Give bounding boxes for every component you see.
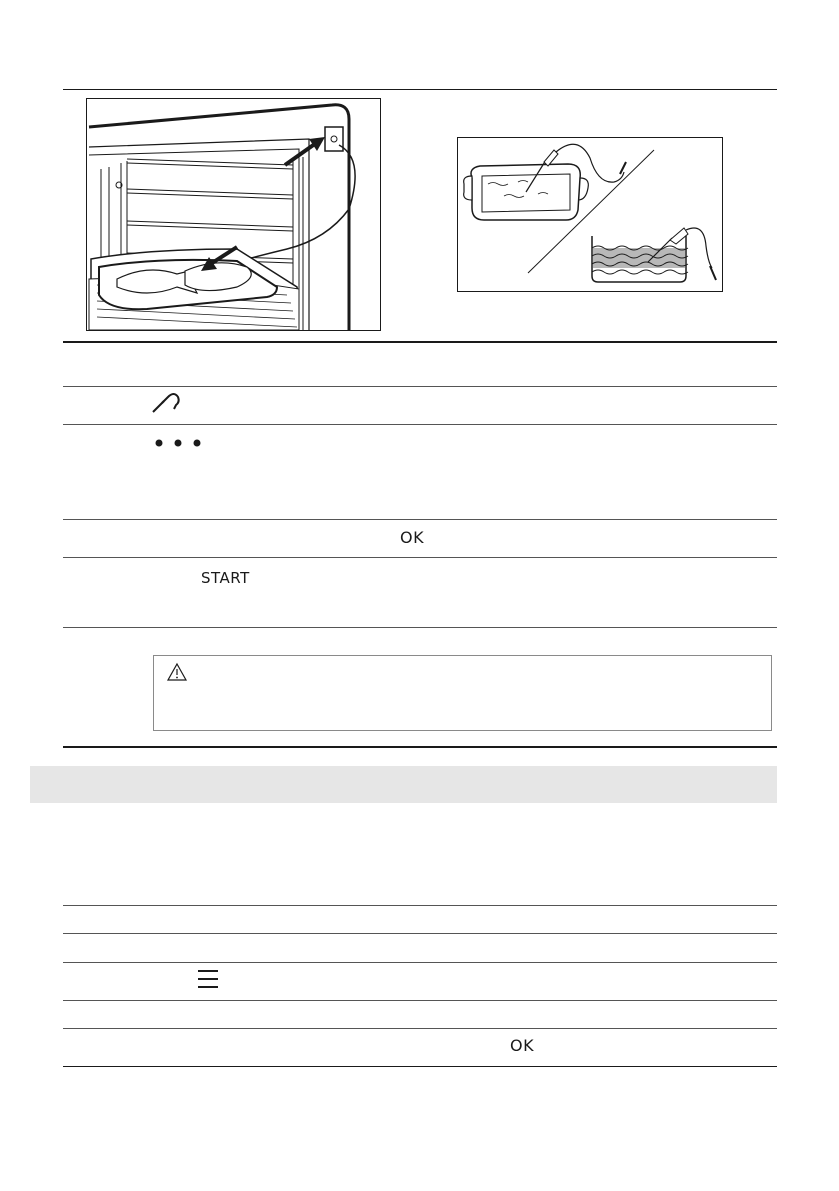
ok-label: OK (510, 1036, 535, 1055)
ok-label: OK (400, 528, 425, 547)
row-divider (63, 386, 777, 387)
warning-triangle-icon (166, 662, 188, 682)
row-divider (63, 1000, 777, 1001)
menu-icon (196, 968, 220, 990)
row-divider (63, 424, 777, 425)
row-divider (63, 1028, 777, 1029)
table2-bottom-rule (63, 1066, 777, 1067)
top-rule (63, 89, 777, 90)
probe-insertion-in-dish-and-liquid-illustration (458, 138, 722, 291)
row-divider (63, 905, 777, 906)
illustrations-bottom-rule (63, 341, 777, 343)
three-dots-icon (152, 436, 204, 450)
table-bottom-rule (63, 746, 777, 748)
row-divider (63, 627, 777, 628)
row-divider (63, 557, 777, 558)
start-label: START (201, 569, 250, 587)
oven-interior-with-core-probe-illustration (87, 99, 380, 330)
row-divider (63, 519, 777, 520)
section-header-band (30, 766, 777, 803)
row-divider (63, 933, 777, 934)
core-probe-icon (150, 391, 184, 415)
warning-box (153, 655, 772, 731)
oven-interior-illustration (86, 98, 381, 331)
probe-insertion-illustration (457, 137, 723, 292)
row-divider (63, 962, 777, 963)
